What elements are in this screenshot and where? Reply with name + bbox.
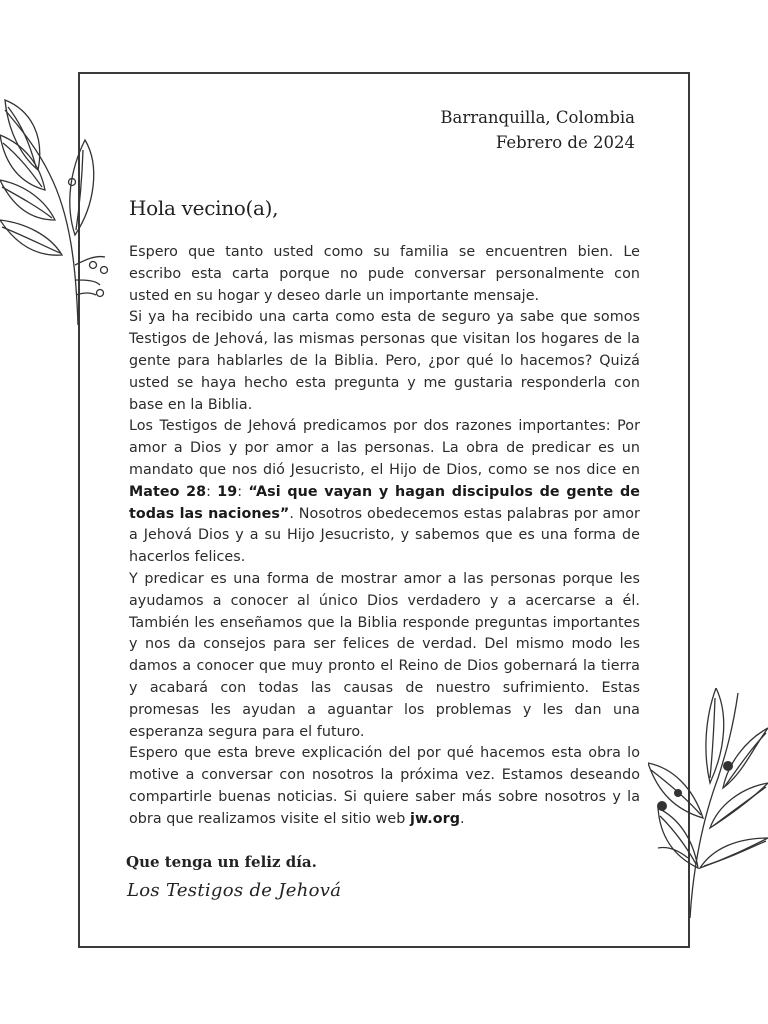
paragraph-2: Si ya ha recibido una carta como esta de seguro ya sabe que somos Testigos de Jehová, las mismas personas que visitan los hogares de la gente para hablarles de la Biblia. Pero, ¿por qué lo hacemos? Quizá usted se haya hecho esta pregunta y me gustaria responderla con base en la Biblia. bbox=[129, 309, 640, 413]
quote-separator: : bbox=[237, 483, 249, 500]
scripture-quote: “Asi que vayan y hagan discipulos de gente de todas las naciones” bbox=[129, 483, 640, 522]
date-line: Febrero de 2024 bbox=[495, 133, 635, 152]
reference-colon: : bbox=[206, 483, 218, 500]
website-link[interactable]: jw.org bbox=[410, 810, 461, 827]
scripture-verse: 19 bbox=[217, 483, 238, 500]
greeting: Hola vecino(a), bbox=[129, 196, 279, 220]
closing-line: Que tenga un feliz día. bbox=[126, 853, 317, 871]
leaf-branch-icon bbox=[0, 95, 115, 325]
paragraph-3 bbox=[129, 416, 640, 569]
paragraph-5-end: . bbox=[460, 810, 465, 827]
letter-body bbox=[129, 242, 640, 831]
paragraph-5 bbox=[129, 743, 640, 830]
paragraph-3-rest: . Nosotros obedecemos estas palabras por amor a Jehová Dios y a su Hijo Jesucristo, y sabemos que es una forma de hacerlos felices. bbox=[129, 505, 640, 566]
paragraph-4: Y predicar es una forma de mostrar amor a las personas porque les ayudamos a conocer al único Dios verdadero y a acercarse a él. También les enseñamos que la Biblia responde preguntas importantes y nos da consejos para ser felices de verdad. Del mismo modo les damos a conocer que muy pronto el Reino de Dios gobernará la tierra y acabará con todas las causas de nuestro sufrimiento. Estas promesas les ayudan a aguantar los problemas y les dan una esperanza segura para el futuro. bbox=[129, 570, 640, 740]
paragraph-1: Espero que tanto usted como su familia se encuentren bien. Le escribo esta carta porque no pude conversar personalmente con usted en su hogar y deseo darle un importante mensaje. bbox=[129, 244, 640, 304]
scripture-reference: Mateo 28 bbox=[129, 483, 207, 500]
leaf-branch-icon bbox=[648, 688, 768, 918]
location-line: Barranquilla, Colombia bbox=[440, 108, 635, 127]
paragraph-3-intro: Los Testigos de Jehová predicamos por dos razones importantes: Por amor a Dios y por amor a las personas. La obra de predicar es un mandato que nos dió Jesucristo, el Hijo de Dios, como se nos dice en bbox=[129, 418, 640, 478]
paragraph-5-text: Espero que esta breve explicación del por qué hacemos esta obra lo motive a conversar con nosotros la próxima vez. Estamos deseando compartirle buenas noticias. Si quiere saber más sobre nosotros y la obra que realizamos visite el sitio web bbox=[129, 745, 640, 827]
signature: Los Testigos de Jehová bbox=[127, 880, 342, 901]
letter-header bbox=[440, 105, 635, 155]
